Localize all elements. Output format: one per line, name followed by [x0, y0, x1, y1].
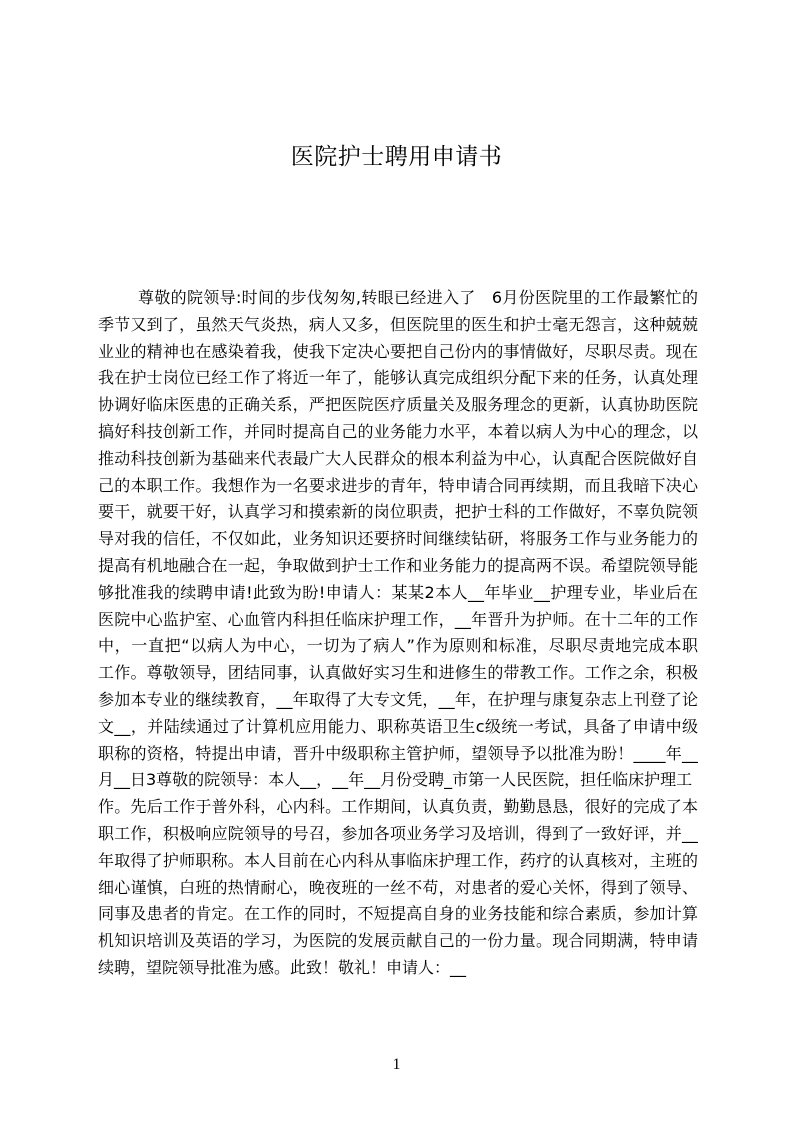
- body-line: 要干，就要干好，认真学习和摸索新的岗位职责，把护士科的工作做好，不辜负院领: [98, 502, 698, 522]
- body-line: 参加本专业的继续教育，__年取得了大专文凭，__年，在护理与康复杂志上刊登了论: [98, 689, 698, 709]
- body-line: 推动科技创新为基础来代表最广大人民群众的根本利益为中心，认真配合医院做好自: [98, 448, 698, 468]
- body-line: 职称的资格，特提出申请，晋升中级职称主管护师，望领导予以批准为盼！____年__: [98, 743, 698, 763]
- body-line: 续聘，望院领导批准为感。此致！敬礼！申请人：__: [98, 957, 467, 977]
- body-line: 够批准我的续聘申请!此致为盼!申请人：某某2本人__年毕业__护理专业，毕业后在: [98, 582, 698, 602]
- body-line: 中，一直把“以病人为中心，一切为了病人”作为原则和标准，尽职尽责地完成本职: [98, 636, 698, 656]
- body-line: 季节又到了，虽然天气炎热，病人又多，但医院里的医生和护士毫无怨言，这种兢兢: [98, 314, 698, 334]
- body-line: 己的本职工作。我想作为一名要求进步的青年，特申请合同再续期，而且我暗下决心: [98, 475, 698, 495]
- document-title: 医院护士聘用申请书: [290, 144, 503, 170]
- page-number: 1: [392, 1056, 401, 1073]
- body-line: 机知识培训及英语的学习，为医院的发展贡献自己的一份力量。现合同期满，特申请: [98, 931, 698, 951]
- body-line: 我在护士岗位已经工作了将近一年了，能够认真完成组织分配下来的任务，认真处理: [98, 368, 698, 388]
- document-body: [98, 285, 698, 982]
- body-line: 月__日3尊敬的院领导：本人__，__年__月份受聘_市第一人民医院，担任临床护理工: [98, 770, 693, 790]
- body-line: 文__，并陆续通过了计算机应用能力、职称英语卫生c级统一考试，具备了申请中级: [98, 716, 698, 736]
- body-line: 同事及患者的肯定。在工作的同时，不短提高自身的业务技能和综合素质，参加计算: [98, 904, 698, 924]
- body-line: 导对我的信任，不仅如此，业务知识还要挤时间继续钻研，将服务工作与业务能力的: [98, 529, 698, 549]
- body-line: 医院中心监护室、心血管内科担任临床护理工作，__年晋升为护师。在十二年的工作: [98, 609, 698, 629]
- body-line: 年取得了护师职称。本人目前在心内科从事临床护理工作，药疗的认真核对，主班的: [98, 850, 698, 870]
- body-line: 尊敬的院领导:时间的步伐匆匆,转眼已经进入了 6月份医院里的工作最繁忙的: [138, 288, 698, 307]
- body-line: 协调好临床医患的正确关系，严把医院医疗质量关及服务理念的更新，认真协助医院: [98, 395, 698, 415]
- body-line: 提高有机地融合在一起，争取做到护士工作和业务能力的提高两不误。希望院领导能: [98, 555, 698, 575]
- body-line: 作。先后工作于普外科，心内科。工作期间，认真负责，勤勤恳恳，很好的完成了本: [98, 797, 698, 817]
- body-line: 工作。尊敬领导，团结同事，认真做好实习生和进修生的带教工作。工作之余，积极: [98, 663, 698, 683]
- body-line: 搞好科技创新工作，并同时提高自己的业务能力水平，本着以病人为中心的理念，以: [98, 421, 698, 441]
- body-line: 业业的精神也在感染着我，使我下定决心要把自己份内的事情做好，尽职尽责。现在: [98, 341, 698, 361]
- body-line: 职工作，积极响应院领导的号召，参加各项业务学习及培训，得到了一致好评，并__: [98, 823, 698, 843]
- body-line: 细心谨慎，白班的热情耐心，晚夜班的一丝不苟，对患者的爱心关怀，得到了领导、: [98, 877, 698, 897]
